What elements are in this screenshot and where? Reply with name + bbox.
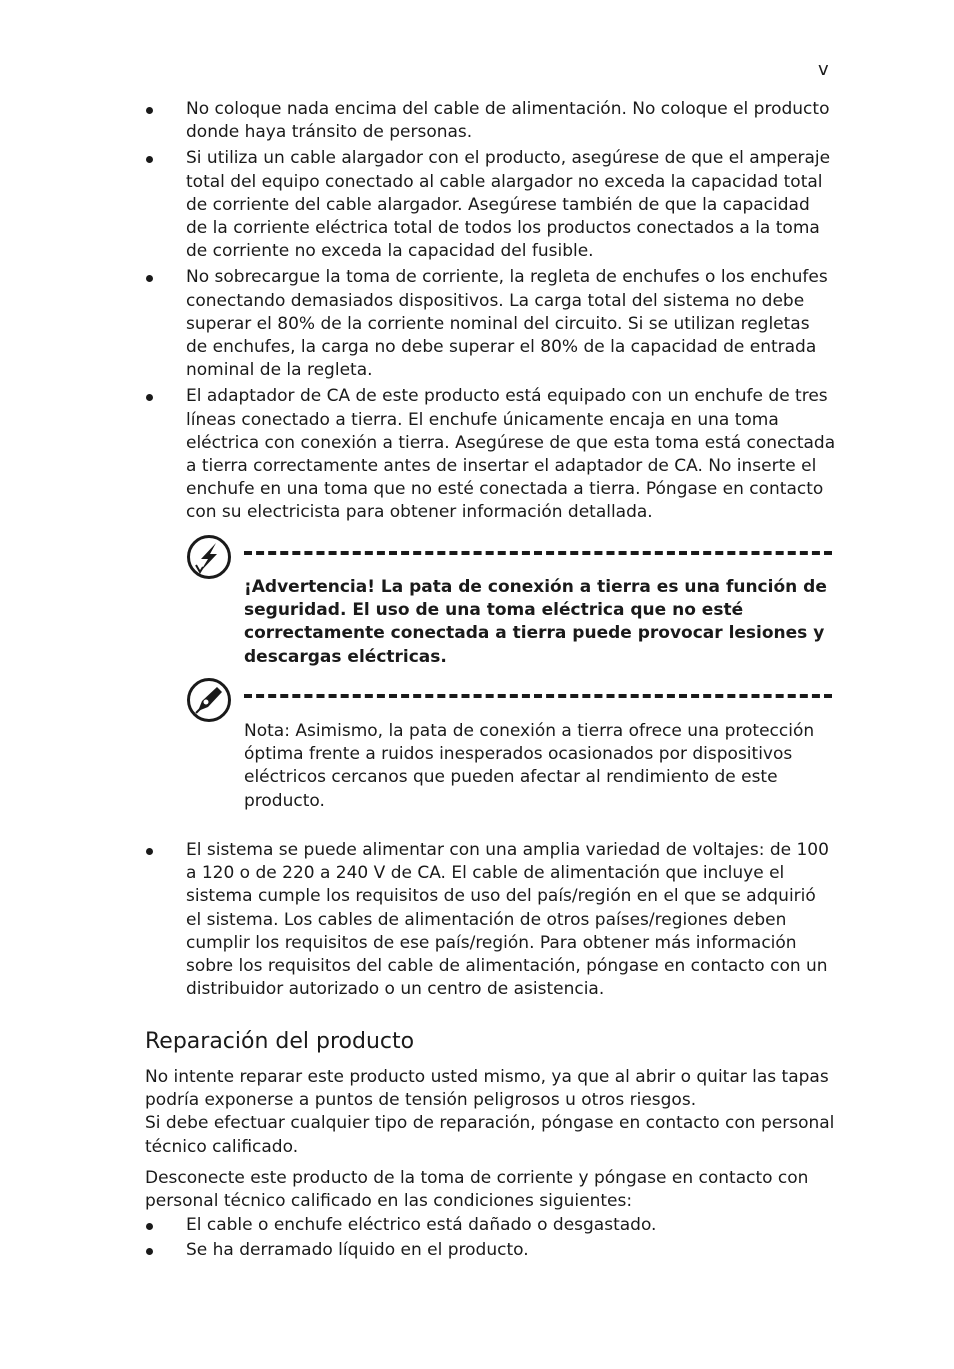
list-item (146, 147, 836, 263)
list-item-text: El adaptador de CA de este producto está equipado con un enchufe de tres líneas conectado a tierra. El enchufe únicamente encaja en una toma eléctrica con conexión a tierra. Asegúrese de que esta toma está conectada a tierra correctamente antes de insertar el adaptador de CA. No inserte el enchufe en una toma que no esté conectada a tierra. Póngase en contacto con su electricista para obtener información detallada. (186, 386, 836, 523)
repair-paragraph-line: Si debe efectuar cualquier tipo de reparación, póngase en contacto con personal técnico calificado. (145, 1113, 835, 1157)
list-item (146, 266, 836, 382)
list-item-text: No coloque nada encima del cable de alimentación. No coloque el producto donde haya tránsito de personas. (186, 99, 830, 143)
repair-paragraph (145, 1066, 835, 1159)
voltage-bullet-list (146, 839, 836, 1004)
repair-paragraph-line: No intente reparar este producto usted mismo, ya que al abrir o quitar las tapas podría exponerse a puntos de tensión peligrosos u otros riesgos. (145, 1067, 829, 1111)
bullet-dot (146, 1223, 153, 1230)
list-item-text: No sobrecargue la toma de corriente, la regleta de enchufes o los enchufes conectando demasiados dispositivos. La carga total del sistema no debe superar el 80% de la corriente nominal del circuito. Si se utilizan regletas de enchufes, la carga no debe superar el 80% de la capacidad de entrada nominal de la regleta. (186, 267, 828, 381)
bullet-dot (146, 394, 153, 401)
pen-note-icon (186, 677, 232, 723)
warning-callout (186, 534, 832, 674)
list-item (146, 1239, 836, 1262)
list-item (146, 98, 836, 144)
note-text: Asimismo, la pata de conexión a tierra ofrece una protección óptima frente a ruidos inesperados ocasionados por dispositivos eléctricos cercanos que pueden afectar al rendimiento de este producto. (244, 721, 815, 811)
list-item (146, 1214, 836, 1237)
list-item-text: El sistema se puede alimentar con una amplia variedad de voltajes: de 100 a 120 o de 220 a 240 V de CA. El cable de alimentación que incluye el sistema cumple los requisitos de uso del país/región en el que se adquirió el sistema. Los cables de alimentación de otros países/regiones deben cumplir los requisitos de ese país/región. Para obtener más información sobre los requisitos del cable de alimentación, póngase en contacto con un distribuidor autorizado o un centro de asistencia. (186, 840, 829, 1000)
note-text-block (244, 720, 832, 813)
bullet-dot (146, 107, 153, 114)
disconnect-paragraph: Desconecte este producto de la toma de corriente y póngase en contacto con personal técnico calificado en las condiciones siguientes: (145, 1168, 809, 1212)
section-heading: Reparación del producto (145, 1029, 415, 1054)
list-item-text: Se ha derramado líquido en el producto. (186, 1240, 529, 1261)
list-item-text: Si utiliza un cable alargador con el producto, asegúrese de que el amperaje total del equipo conectado al cable alargador no exceda la capacidad total de corriente del cable alargador. Asegúrese también de que la capacidad de la corriente eléctrica total de todos los productos conectados a la toma de corriente no exceda la capacidad del fusible. (186, 148, 831, 262)
conditions-bullet-list (146, 1214, 836, 1265)
bullet-dot (146, 1248, 153, 1255)
lightning-warning-icon (186, 534, 232, 580)
list-item-text: El cable o enchufe eléctrico está dañado o desgastado. (186, 1215, 657, 1235)
bullet-dot (146, 156, 153, 163)
dashed-divider (244, 694, 832, 698)
note-label: Nota: (244, 721, 290, 741)
warning-text: ¡Advertencia! La pata de conexión a tierra es una función de seguridad. El uso de una toma eléctrica que no esté correctamente conectada a tierra puede provocar lesiones y descargas eléctricas. (244, 577, 827, 667)
note-callout (186, 677, 832, 817)
safety-bullet-list (146, 98, 836, 528)
dashed-divider (244, 551, 832, 555)
page-number: v (818, 59, 829, 80)
list-item (146, 839, 836, 1001)
bullet-dot (146, 275, 153, 282)
list-item (146, 385, 836, 524)
bullet-dot (146, 848, 153, 855)
